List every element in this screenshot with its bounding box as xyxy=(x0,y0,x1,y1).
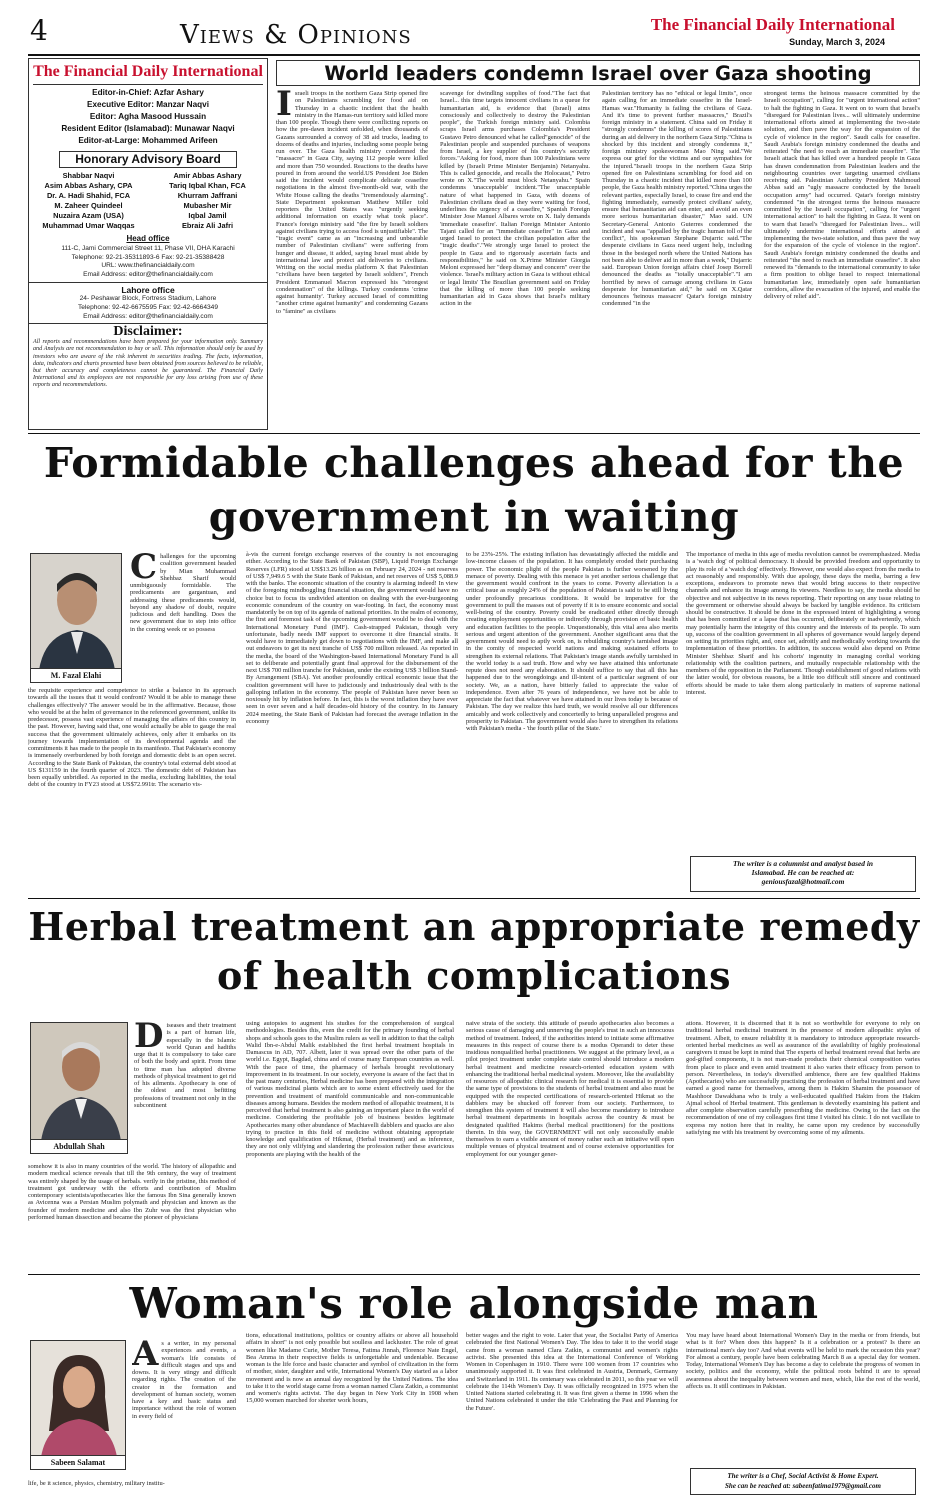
portrait-icon xyxy=(31,1341,126,1457)
head-office-line: Telephone: 92-21-35311893-6 Fax: 92-21-35388428 xyxy=(71,253,225,261)
dropcap: A xyxy=(132,1340,159,1374)
article4-intro: As a writer, in my personal experiences and events, a woman's life consists of difficult stages and ups and downs. It is very stingy and difficult regarding rights. The creation of the creator in the formation and development of human society, women have a key and basic status and importance without the role of women in every field of xyxy=(132,1340,236,1420)
head-office-title: Head office xyxy=(126,234,170,243)
article2-column: to be 23%-25%. The existing inflation has devastatingly affected the middle and low-income classes of the population. It has completely eroded their purchasing power. The economic plight of the people Pakistan is further worsened by the menace of poverty. Dealing with this menace is yet another serious challenge that the government would confront in the years to come. Poverty alleviation is a critical issue as roughly 24% of the population of Pakistan is said to be still living under profoundly precarious conditions. It would be imperative for the government to pull the masses out of poverty if it is to ensure economic and social well-being of the country. Poverty could be eradicated either directly through creating employment opportunities or indirectly through provision of basic health and education facilities to the people. Unquestionably, this vital area also merits serious and urgent attention of the government. Another significant area that the government would need to aptly work on, is rebuilding country's tarnished image in the comity of respected world nations and making sustained efforts to strengthen its external relations. That Pakistan's image stands awfully tarnished in the world today is a sad truth. How and why we have attained this unfortunate repute does not need any elaboration. It should suffice to say that all this has happened due to the wrongdoings and ill-intent of a particular segment of our society. We, as a nation, have bitterly failed to appreciate the value of independence. Even after 76 years of independence, we have not be able to appreciate the fact that whatever we have attained in our lives today is because of Pakistan. The day we realize this hard truth, we would resolve all our differences amicably and work collectively and concertedly to bring unparalleled progress and prosperity to Pakistan. The government would also have to strengthen its relations with Pakistan's media - 'the fourth pillar of the State.' xyxy=(466,551,678,732)
author-photo xyxy=(30,553,122,683)
article2-headline: Formidable challenges ahead for the government in waiting xyxy=(43,439,905,541)
paper-name: The Financial Daily International xyxy=(650,15,895,34)
masthead-title: The Financial Daily International xyxy=(33,63,263,80)
editor-in-chief: Editor-in-Chief: Azfar Ashary xyxy=(92,88,204,97)
article2-column: The importance of media in this age of media revolution cannot be overemphasized. Media is a 'watch dog' of political democracy. It should be provided freedom and opportunity to play its role of a 'watch dog' effectively. However, one would also expect from the media to act reasonably and responsibly. With due apology, these days the media, barring a few exceptions, endeavors to promote news that would bring success to their respective channels and enhance its image among its viewers. Needless to say, the media should be objective and not subjective in its news reporting. Their reporting on any issue relating to the government or otherwise should always be backed by tangible evidence. Its criticism should be constructive. It should be done in the expressed intent of highlighting a wrong that has been committed or a lapse that has occurred, deliberately or inadvertently, which may potentially harm the integrity of this country and the interests of its people. To sum up, success of the coalition government in all spheres of governance would largely depend on setting its priorities right, and, once set, adroitly and methodically working towards the implementation of these priorities. In addition, its success would also depend on Prime Minister Shehbaz Sharif and his cohorts' ingenuity in managing cordial working relationship with the coalition partners, and mutually respectable relationship with the members of the opposition in the Parliament. Though establishment of good relations with the latter would, for obvious reasons, be a little too difficult still sincere and continued efforts should be made to take them along particularly in matters of supreme national interest. xyxy=(686,551,920,696)
author-caption: Sabeen Salamat xyxy=(31,1455,125,1469)
author-caption: M. Fazal Elahi xyxy=(31,668,121,682)
dropcap: D xyxy=(134,1022,164,1056)
author-photo xyxy=(30,1340,126,1470)
portrait-icon xyxy=(31,1023,128,1141)
article3-column: using autopsies to augment his studies for the comprehension of surgical methodologies. Besides this, even the credit for the primary founding of herbal shops and schools goes to the Muslim rulers as well in addition to that the caliph Walid Ibn-e-Abdul Malik established the first herbal treatment hospitals in Damascus in AD, 707. Albeit, later it was spread over the other parts of the world i.e. Egypt, Bagdad, china and of course many European countries as well. With the pace of time, the pharmacy of herbals brought revolutionary improvement in its treatment. In our society, everyone is aware of the fact that in the past many centuries, Herbal medicine has been prepared with the integration of various medicinal plants which are to some extent effectively used for the prevention and treatment of manifold communicable and non-communicable diseases among humans. Besides the modern method of allopathic treatment, it is perceived that herbal treatment is also gaining an important place in the world of medicine. Considering the profitable job of business besides legitimate Apothecaries many other abundance of Machiavelli dabblers and quacks are also trying to practice in this field of medicine without obtaining appropriate knowledge and qualification of Hikmat, (Herbal treatment) and as inference, they are not only vilifying and slandering the profession rather these avaricious proponents are playing with the health of the xyxy=(246,1020,454,1158)
editor: Editor: Agha Masood Hussain xyxy=(89,112,207,121)
advisor: Ebraiz Ali Jafri xyxy=(181,221,234,230)
author-photo xyxy=(30,1022,128,1154)
resident-editor: Resident Editor (Islamabad): Munawar Naqvi xyxy=(61,124,235,133)
executive-editor: Executive Editor: Manzar Naqvi xyxy=(87,100,209,109)
article3-column: ations. However, it is discerned that it is not so worthwhile for everyone to rely on traditional herbal medicinal treatment in the presence of modern allopathic styles of treatment. Albeit, to ensure reliability it is mandatory to introduce appropriate research-oriented herbal medicines as well as assurance of the availability of highly professional caregivers it must be kept in mind that The experts of herbal treatment reveal that herbs are god-gifted components, it is not man-made products their chemical composition varies from place to place and even amid treatment it also varies their efficacy from person to person. Nevertheless, in today's diversified ambience, there are few qualified Hakims (Apothecaries) who are successfully practising the profession of herbal treatment and have earned a good name for themselves, among them is Hakim Shamim the possessor of Mashhoor Dawakhana who is truly a well-educated qualified Hakim from the Hakim Ajmal school of Herbal treatment. This gentleman is devotedly examining his patient and after complete observation carefully prescribing the medicine. Owing to the fact on the recommendation of one of my colleagues first time I visited his clinic. I do not vacillate to express my notion here that in reality, he came upon my credence by successfully satisfying me with his treatment by overcoming some of my ailments. xyxy=(686,1020,920,1136)
head-office-line: Email Address: editor@thefinancialdaily.com xyxy=(83,270,213,278)
article3-headline: Herbal treatment an appropriate remedy of health complications xyxy=(28,904,920,998)
section-divider xyxy=(28,1274,920,1275)
advisor: Mubasher Mir xyxy=(183,201,232,210)
head-office-line: 111-C, Jami Commercial Street 11, Phase VII, DHA Karachi xyxy=(61,245,235,252)
lahore-office-line: Telephone: 92-42-6675595 Fax: 92-42-6664349 xyxy=(77,303,219,311)
advisor: M. Zaheer Quindeel xyxy=(54,201,123,210)
advisor: Shabbar Naqvi xyxy=(62,171,115,180)
article3-intro: Diseases and their treatment is a part of human life, especially in the Islamic world Quran and hadiths urge that it is compulsory to take care of both the body and spirit. From time to time man has adopted diverse methods of physical treatment to get rid of his ailments. Apothecary is one of the oldest and most befitting professions of treatment not only in the subcontinent xyxy=(134,1022,236,1109)
article3-column: somehow it is also in many countries of the world. The history of allopathic and modern medical science reveals that till the 9th century, the way of treatment was entirely shaped by the usage of herbals. verily in the pristine, this method of treatment got underway with the efforts and contribution of Muslim contemporary scientists/apothecaries like the famous Ibn Sina generally known as Avicenna was a Persian Muslim polymath and physician and known as the founder of modern medicine and also Ibn Zuhr was the first physician who performed human dissection and became the pioneer of physicians xyxy=(28,1163,236,1221)
lahore-office-line: 24- Peshawar Block, Fortress Stadium, Lahore xyxy=(79,295,217,303)
advisor: Tariq Iqbal Khan, FCA xyxy=(169,181,246,190)
article4-headline: Woman's role alongside man xyxy=(129,1279,819,1328)
masthead-box xyxy=(28,58,268,430)
advisor: Iqbal Jamil xyxy=(188,211,227,220)
article4-column: better wages and the right to vote. Later that year, the Socialist Party of America celebrated the first National Women's Day. The idea to take it to the world stage came from a woman named Clara Zatkin, a communist and women's rights activist. She presented this idea at the International Conference of Working Women in Copenhagen in 1910. There were 100 women from 17 countries who unanimously supported it. It was first celebrated in Austria, Denmark, Germany and Switzerland in 1911. Its centenary was celebrated in 2011, so this year we will celebrate the 114th Women's Day. It was officially recognized in 1975 when the United Nations started celebrating it. It was first given a theme in 1996 when the United Nations celebrated it under the title 'Celebrating the Past and Planning for the Future'. xyxy=(466,1332,678,1412)
author-caption: Abdullah Shah xyxy=(31,1139,127,1153)
article4-column: tions, educational institutions, politics or country affairs or above all household affairs in short" is not only possible but soulless and lackluster. The role of great women like Madame Curie, Mother Teresa, Fatima Jinnah, Florence Nate Engel, Bea Amma in their respective fields is unforgettable and undeniable. Because woman is the life force and basic character and symbol of civilization in the form of mother, sister, daughter and wife, International Women's Day started as a labor movement and is now an annual day recognized by the United Nations. The idea to take it to the world stage came from a woman named Clara Zatkin, a communist and women's rights activist. The day began in New York City in 1908 when 15,000 women marched for shorter work hours, xyxy=(246,1332,458,1405)
article2-intro: Challenges for the upcoming coalition government headed by Mian Muhammad Shehbaz Sharif would unmbiguously formidable. The predicaments are gargantuan, and addressing these predicaments would, beyond any shadow of doubt, require judicious and deft handling. Does the new government due to step into office in the coming week or so possess xyxy=(130,553,236,633)
article1-column: Palestinian territory has no "ethical or legal limits", once again calling for an immediate ceasefire in the Israel-Hamas war."Humanity is failing the civilians of Gaza. And it's time to prevent further massacres," Brazil's foreign ministry in a statement. China said on Friday it "strongly condemns" the killing of scores of Palestinians during an aid delivery in the northern Gaza Strip."China is shocked by this incident and strongly condemns it," foreign ministry spokeswoman Mao Ning said."We express our grief for the victims and our sympathies for the injured."Israeli troops in the northern Gaza Strip opened fire on Palestinians scrambling for food aid on Thursday in a chaotic incident that killed more than 100 people, the Gaza health ministry reported."China urges the relevant parties, especially Israel, to cease fire and end the fighting immediately, earnestly protect civilians' safety, ensure that humanitarian aid can enter, and avoid an even more serious humanitarian disaster," Mao said. UN Secretary-General Antonio Guterres condemned the incident and was "appalled by the tragic human toll of the conflict", his spokesman Stephane Dujarric said."The desperate civilians in Gaza need urgent help, including those in the besieged north where the United Nations has not been able to deliver aid in more than a week," Dujarric said. European Union foreign affairs chief Josep Borrell denounced the deaths as "totally unacceptable"."I am horrified by news of carnage among civilians in Gaza desperate for humanitarian aid," he said on X.Qatar denounces 'heinous massacre' Qatar's foreign ministry condemned "in the xyxy=(602,90,752,308)
article4-column: life, be it science, physics, chemistry, military institu- xyxy=(28,1480,165,1487)
article1-column: scavenge for dwindling supplies of food."The fact that Israel... this time targets innocent civilians in a queue for humanitarian aid, is evidence that (Israel) aims consciously and collectively to destroy the Palestinian people", the Turkish foreign ministry said. Colombia scraps Israel arms purchases Colombia's President Gustavo Petro denounced what he called"genocide" of the Palestinian people and suspended purchases of weapons from Israel, a key supplier of his country's security forces."Asking for food, more than 100 Palestinians were killed by (Israeli Prime Minister Benjamin) Netanyahu. This is called genocide, and recalls the Holocaust," Petro wrote on X."The world must block Netanyahu." Spain condemns 'unacceptable' incident."The unacceptable nature of what happened in Gaza, with dozens of Palestinian civilians dead as they were waiting for food, underlines the urgency of a ceasefire," Spanish Foreign Minister Jose Manuel Albares wrote on X. Italy demands 'immediate ceasefire'. Italian Foreign Minister Antonio Tajani called for an "immediate ceasefire" in Gaza and urged Israel to protect the civilian population after the "tragic deaths"."We strongly urge Israel to protect the people in Gaza and to rigorously ascertain facts and responsibilities," he said on X.Prime Minister Giorgia Meloni expressed her "deep dismay and concern" over the violence. 'Israel's military action in Gaza is without ethical or legal limits' The Brazilian government said on Friday that the killing of more than 100 people seeking humanitarian aid in Gaza shows that Israel's military action in the xyxy=(440,90,590,308)
advisor: Khurram Jaffrani xyxy=(177,191,238,200)
header-rule xyxy=(28,54,920,56)
editor-at-large: Editor-at-Large: Mohammed Arifeen xyxy=(78,136,218,145)
date: Sunday, March 3, 2024 xyxy=(789,37,885,47)
section-divider xyxy=(28,898,920,899)
portrait-icon xyxy=(31,554,122,670)
advisor: Muhammad Umar Waqqas xyxy=(42,221,135,230)
article1-column: Israeli troops in the northern Gaza Strip opened fire on Palestinians scrambling for food aid on Thursday in a chaotic incident that the health ministry in the Hamas-run territory said killed more than 100 people. Though there were conflicting reports on how the pre-dawn incident unfolded, when thousands of Gazans surrounded a convoy of 38 aid trucks, leading to dozens of deaths and injuries, including some people being run over. The Gaza health ministry condemned the "massacre" in Gaza City, saying 112 people were killed and more than 750 wounded. Reactions to the deaths have poured in from around the world.US President Joe Biden said the incident would complicate delicate ceasefire negotiations in the almost five-month-old war, with the White House calling the deaths "tremendously alarming". State Department spokesman Matthew Miller told reporters the United States was "urgently seeking additional information on exactly what took place". France's foreign ministry said "the fire by Israeli soldiers against civilians trying to access food is unjustifiable". The "tragic event" came as an "increasing and unbearable number of Palestinian civilians" were suffering from hunger and disease, it added, saying Israel must abide by international law and protect aid deliveries to civilians. Writing on the social media platform X that Palestinian "civilians have been targeted by Israeli soldiers", French President Emmanuel Macron expressed his "strongest condemnation" of the killings. Turkey condemns 'crime against humanity'. Turkey accused Israel of committing "another crime against humanity" and condemning Gazans to "famine" as civilians xyxy=(276,90,428,315)
advisor: Nuzaira Azam (USA) xyxy=(53,211,124,220)
writer-note: The writer is a Chef, Social Activist & Home Expert. She can be reached at: sabeenfatima1979@gmail.com xyxy=(690,1468,916,1495)
head-office-line: URL: www.thefinancialdaily.com xyxy=(101,262,195,270)
advisor: Asim Abbas Ashary, CPA xyxy=(44,181,133,190)
lahore-office-line: Email Address: editor@thefinancialdaily.com xyxy=(83,312,213,320)
advisor: Dr. A. Hadi Shahid, FCA xyxy=(46,191,131,200)
page-number: 4 xyxy=(30,14,48,47)
article1-headline: World leaders condemn Israel over Gaza shooting xyxy=(276,60,920,86)
advisory-title: Honorary Advisory Board xyxy=(59,151,237,168)
disclaimer-text: All reports and recommendations have been prepared for your information only. Summary and Analysis are not recommendation to buy or sell. This information should only be used by investors who are aware of the risk inherent in securities trading. The facts, information, data, indicators and charts presented have been obtained from sources believed to be reliable, but their accuracy and completeness cannot be guaranteed. The Financial Daily International and its employees are not responsible for any loss arising from use of these reports and recommendations. xyxy=(33,339,263,389)
section-title: Views & Opinions xyxy=(180,20,412,50)
article3-column: naive strata of the society. this attitude of pseudo apothecaries also becomes a serious cause of damaging and unnerving the people's trust in such an innocuous method of treatment. Indeed, if the authorities intend to initiate some affirmative measures in this respect of course there is a modus Operandi to deter these insidious nonqualified herbal practitioners. We suggest at the primary level, as a pilot project treatment under complete state control should introduce a modern herbal treatment and medicine research-oriented education system with enhancing the traditional herbal medicinal system. Moreover, like the availability of resources of allopathic clinical research for medical it is essential to provide the same type of provisions to the students of herbal treatment and also must be equipped with the respected certifications of research-oriented Hikmat so the dabblers may be shucked off forever from our society. Furthermore, to strengthen this system of treatment it will also become mandatory to introduce herbal treatment departments in hospitals across the country & must be designated qualified Hakims (herbal medical practitioners) for the positions therein. In this way, the GOVERNMENT will not only successfully enable themselves to earn a visible amount of money rather such an initiative will open multiple venues of physical treatment and of course extensive opportunities for employment for our younger gener- xyxy=(466,1020,674,1158)
article1-column: strongest terms the heinous massacre committed by the Israeli occupation", calling for "urgent international action" to halt the fighting in Gaza. It went on to warn that Israel's "disregard for Palestinian lives... will ultimately undermine international efforts aimed at implementing the two-state solution, and then pave the way for the expansion of the cycle of violence in the region". Saudi calls for ceasefire. Saudi Arabia's foreign ministry condemned the deaths and reiterated "the need to reach an immediate ceasefire". The Israeli attack that has killed over a hundred people in Gaza has drawn condemnation from Palestinian leaders and the neighbouring countries over targeting unarmed civilians receiving aid. Palestinian Authority President Mahmoud Abbas said an "ugly massacre conducted by the Israeli occupation army" had occurred. Qatar's foreign ministry condemned "in the strongest terms the heinous massacre committed by the Israeli occupation", calling for "urgent international action" to halt the fighting in Gaza. It went on to warn that Israel's "disregard for Palestinian lives... will ultimately undermine international efforts aimed at implementing the two-state solution, and thus pave the way for the expansion of the cycle of violence in the region". Saudi Arabia's foreign ministry condemned the deaths and reiterated "the need to reach an immediate ceasefire". It also renewed its "demands to the international community to take a firm position to oblige Israel to respect international humanitarian law, immediately open safe humanitarian corridors, allow the evacuation of the injured, and enable the delivery of relief aid". xyxy=(764,90,920,300)
writer-note: The writer is a columnist and analyst based in Islamabad. He can be reached at: geniousfazal@hotmail.com xyxy=(690,856,916,892)
dropcap: I xyxy=(276,90,292,124)
article2-column: the requisite experience and competence to strike a balance in its approach towards all the issues that it would confront? Would it be able to manage these challenges effectively? The answer would be in the affirmative. Because, those who would be at the helm of governance in the referenced government, unlike its predecessor, possess vast experience of managing the affairs of this country in the past. However, having said that, one would actually be able to gauge the real success that the government ultimately achieves, only after it embarks on its journey towards implementation of its developmental agenda and the commitments it has made to the people in its manifesto. That Pakistan's economy is immensely overburdened by both foreign and domestic debt is an open secret. According to the State Bank of Pakistan, the country's total external debt stood at US $131159 in the fourth quarter of 2023. The domestic debt of Pakistan has been equally unbridled. As reported in the media, excluding liabilities, the total debt of the country in FY23 stood at US$72.991tr. The scenario vis- xyxy=(28,687,236,789)
section-divider xyxy=(28,433,920,434)
dropcap: C xyxy=(130,553,158,587)
disclaimer-title: Disclaimer: xyxy=(113,324,183,340)
advisor: Amir Abbas Ashary xyxy=(173,171,242,180)
article4-column: You may have heard about International Women's Day in the media or from friends, but what is it for? When does this happen? Is it a celebration or a protest? Is there an international men's day too? And what events will be held to mark the occasion this year? For almost a century, people have been celebrating March 8 as a special day for women. Today, International Women's Day has become a day to celebrate the progress of women in society, politics and the economy, while the political roots behind it are to spread awareness about the inequality between women and men, which, like the rest of the world, affects us. It still continues in Pakistan. xyxy=(686,1332,920,1390)
article2-column: à-vis the current foreign exchange reserves of the country is not encouraging either. According to the State Bank of Pakistan (SBP), Liquid Foreign Exchange Reserves (LFR) stood at US$13.26 billion as on February 24, 2024 - net reserves of US$ 7,949.6 5 with the State Bank of Pakistan, and net reserves of US$ 5,088.9 with the banks. The economic situation of the country is alarming indeed! In view of the foregoing mindboggling financial situation, the government would have no choice but to focus its undivided attention on dealing with the ever-burgeoning economic conundrum of the country on war-footing. In fact, the economy must mandatorily be on top of its agenda of national priorities. In the realm of economy, the first and foremost task of the upcoming government would be to deal with the International Monetary Fund (IMF). Cash-strapped Pakistan, though very unfortunate, badly needs IMF support to overcome it dire financial straits. It would have to immediately get down to negotiations with the IMF, and make all out endeavors to get its next tranche of US$ 700 million released. As reported in the media, the board of the Washington-based International Monetary Fund is all set to deliberate and potentially grant final approval for the disbursement of the next US$ 700 million tranche for Pakistan, under the existing US$ 3 billion Stand-By Arrangement (SBA). Yet another profoundly critical economic issue that the coalition government will have to judiciously and industriously deal with is the galloping inflation in the economy. The people of Pakistan have never been so noxiously hit by inflation before. In fact, this is the worst inflation they have ever seen in over seven and a half decades-old history of the country. In its January 2024 meeting, the State Bank of Pakistan had forecast the average inflation in the economy xyxy=(246,551,458,725)
lahore-office-title: Lahore office xyxy=(121,285,175,296)
